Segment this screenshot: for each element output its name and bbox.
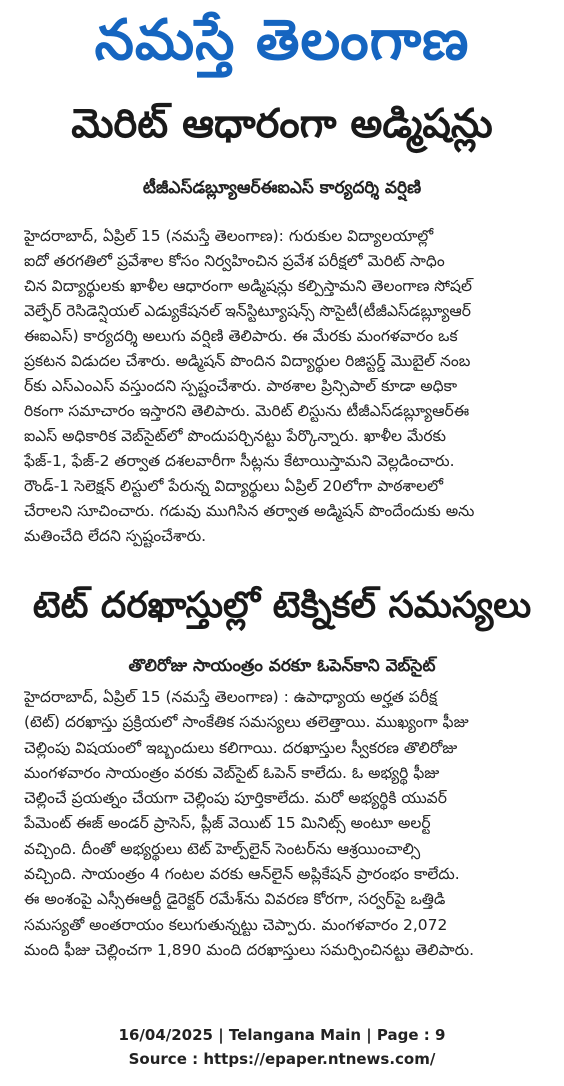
- body-line: (టెట్) దరఖాస్తు ప్రక్రియలో సాంకేతిక సమస్యలు తలెత్తాయి. ముఖ్యంగా ఫీజు: [24, 713, 469, 732]
- body-line: ఈఐఎస్) కార్యదర్శి అలుగు వర్షిణి తెలిపారు. ఈ మేరకు మంగళవారం ఒక: [24, 327, 458, 345]
- body-line: సమస్యతో అంతరాయం కలుగుతున్నట్టు చెప్పారు. మంగళవారం 2,072: [24, 915, 448, 934]
- body-line: ఐఎస్ అధికారిక వెబ్‌సైట్‌లో పొందుపర్చినట్టు పేర్కొన్నారు. ఖాళీల మేరకు: [24, 427, 446, 445]
- article-2-subhead: తొలిరోజు సాయంత్రం వరకూ ఓపెన్‌కాని వెబ్‌సైట్: [128, 656, 436, 676]
- body-line: ర్‌కు ఎస్ఎంఎస్ వస్తుందని స్పష్టంచేశారు. పాఠశాల ప్రిన్సిపాల్ కూడా అధికా: [24, 377, 458, 395]
- edition-info: 16/04/2025 | Telangana Main | Page : 9: [118, 1026, 446, 1044]
- body-line: మతించేది లేదని స్పష్టంచేశారు.: [24, 527, 207, 545]
- body-line: రికంగా సమాచారం ఇస్తారని తెలిపారు. మెరిట్ లిస్టును టీజీఎస్‌డబ్ల్యూఆర్ఈ: [24, 402, 470, 420]
- article-2-headline: టెట్ దరఖాస్తుల్లో టెక్నికల్ సమస్యలు: [32, 585, 532, 626]
- body-line: మంగళవారం సాయంత్రం వరకు వెబ్‌సైట్ ఓపెన్ కాలేదు. ఓ అభ్యర్థి ఫీజు: [24, 763, 440, 782]
- body-line: చేరాలని సూచించారు. గడువు ముగిసిన తర్వాత అడ్మిషన్ పొందేందుకు అను: [24, 502, 475, 520]
- body-line: రౌండ్-1 సెలెక్షన్ లిస్టులో పేరున్న విద్యార్థులు ఏప్రిల్ 20లోగా పాఠశాలలో: [24, 477, 444, 495]
- body-line: ఐదో తరగతిలో ప్రవేశాల కోసం నిర్వహించిన ప్రవేశ పరీక్షలో మెరిట్ సాధిం: [24, 252, 445, 270]
- body-line: హైదరాబాద్, ఏప్రిల్ 15 (నమస్తే తెలంగాణ): గురుకుల విద్యాలయాల్లో: [24, 227, 434, 245]
- article-1-subhead: టీజీఎస్‌డబ్ల్యూఆర్ఈఐఎస్ కార్యదర్శి వర్షిణి: [142, 178, 422, 198]
- body-line: పేమెంట్ ఈజ్ అండర్ ప్రాసెస్, ప్లీజ్ వెయిట్ 15 మినిట్స్ అంటూ అలర్ట్: [24, 814, 431, 833]
- body-line: మంది ఫీజు చెల్లించగా 1,890 మంది దరఖాస్తులు సమర్పించినట్టు తెలిపారు.: [24, 940, 475, 959]
- body-line: వచ్చింది. సాయంత్రం 4 గంటల వరకు ఆన్‌లైన్ అప్లికేషన్ ప్రారంభం కాలేదు.: [24, 865, 460, 884]
- body-line: వెల్ఫేర్ రెసిడెన్షియల్ ఎడ్యుకేషనల్ ఇన్‌స్టిట్యూషన్స్ సొసైటీ(టీజీఎస్‌డబ్ల్యూఆర్: [24, 302, 471, 320]
- article-1-body: [24, 224, 542, 549]
- body-line: చెల్లింపు విషయంలో ఇబ్బందులు కలిగాయి. దరఖాస్తుల స్వీకరణ తొలిరోజు: [24, 738, 458, 757]
- article-2-body: [24, 685, 542, 963]
- body-line: హైదరాబాద్, ఏప్రిల్ 15 (నమస్తే తెలంగాణ) : ఉపాధ్యాయ అర్హత పరీక్ష: [24, 688, 438, 706]
- masthead-logo: నమస్తే తెలంగాణ: [94, 8, 470, 73]
- body-line: వచ్చింది. దీంతో అభ్యర్థులు టెట్ హెల్ప్‌లైన్ సెంటర్‌ను ఆశ్రయించాల్సి: [24, 839, 421, 858]
- body-line: చిన విద్యార్థులకు ఖాళీల ఆధారంగా అడ్మిషన్లు కల్పిస్తామని తెలంగాణ సోషల్: [24, 277, 472, 295]
- body-line: ఈ అంశంపై ఎస్సీఈఆర్టీ డైరెక్టర్ రమేశ్‌ను వివరణ కోరగా, సర్వర్‌పై ఒత్తిడి: [24, 890, 446, 909]
- article-1-headline: మెరిట్ ఆధారంగా అడ్మిషన్లు: [71, 101, 493, 147]
- body-line: ఫేజ్-1, ఫేజ్-2 తర్వాత దశలవారీగా సీట్లను కేటాయిస్తామని వెల్లడించారు.: [24, 452, 455, 470]
- body-line: చెల్లించే ప్రయత్నం చేయగా చెల్లింపు పూర్తికాలేదు. మరో అభ్యర్థికి యువర్: [24, 789, 447, 808]
- source-link[interactable]: Source : https://epaper.ntnews.com/: [128, 1050, 436, 1068]
- masthead: [0, 4, 564, 78]
- body-line: ప్రకటన విడుదల చేశారు. అడ్మిషన్ పొందిన విద్యార్థుల రిజిస్టర్డ్ మొబైల్ నంబ: [24, 352, 471, 370]
